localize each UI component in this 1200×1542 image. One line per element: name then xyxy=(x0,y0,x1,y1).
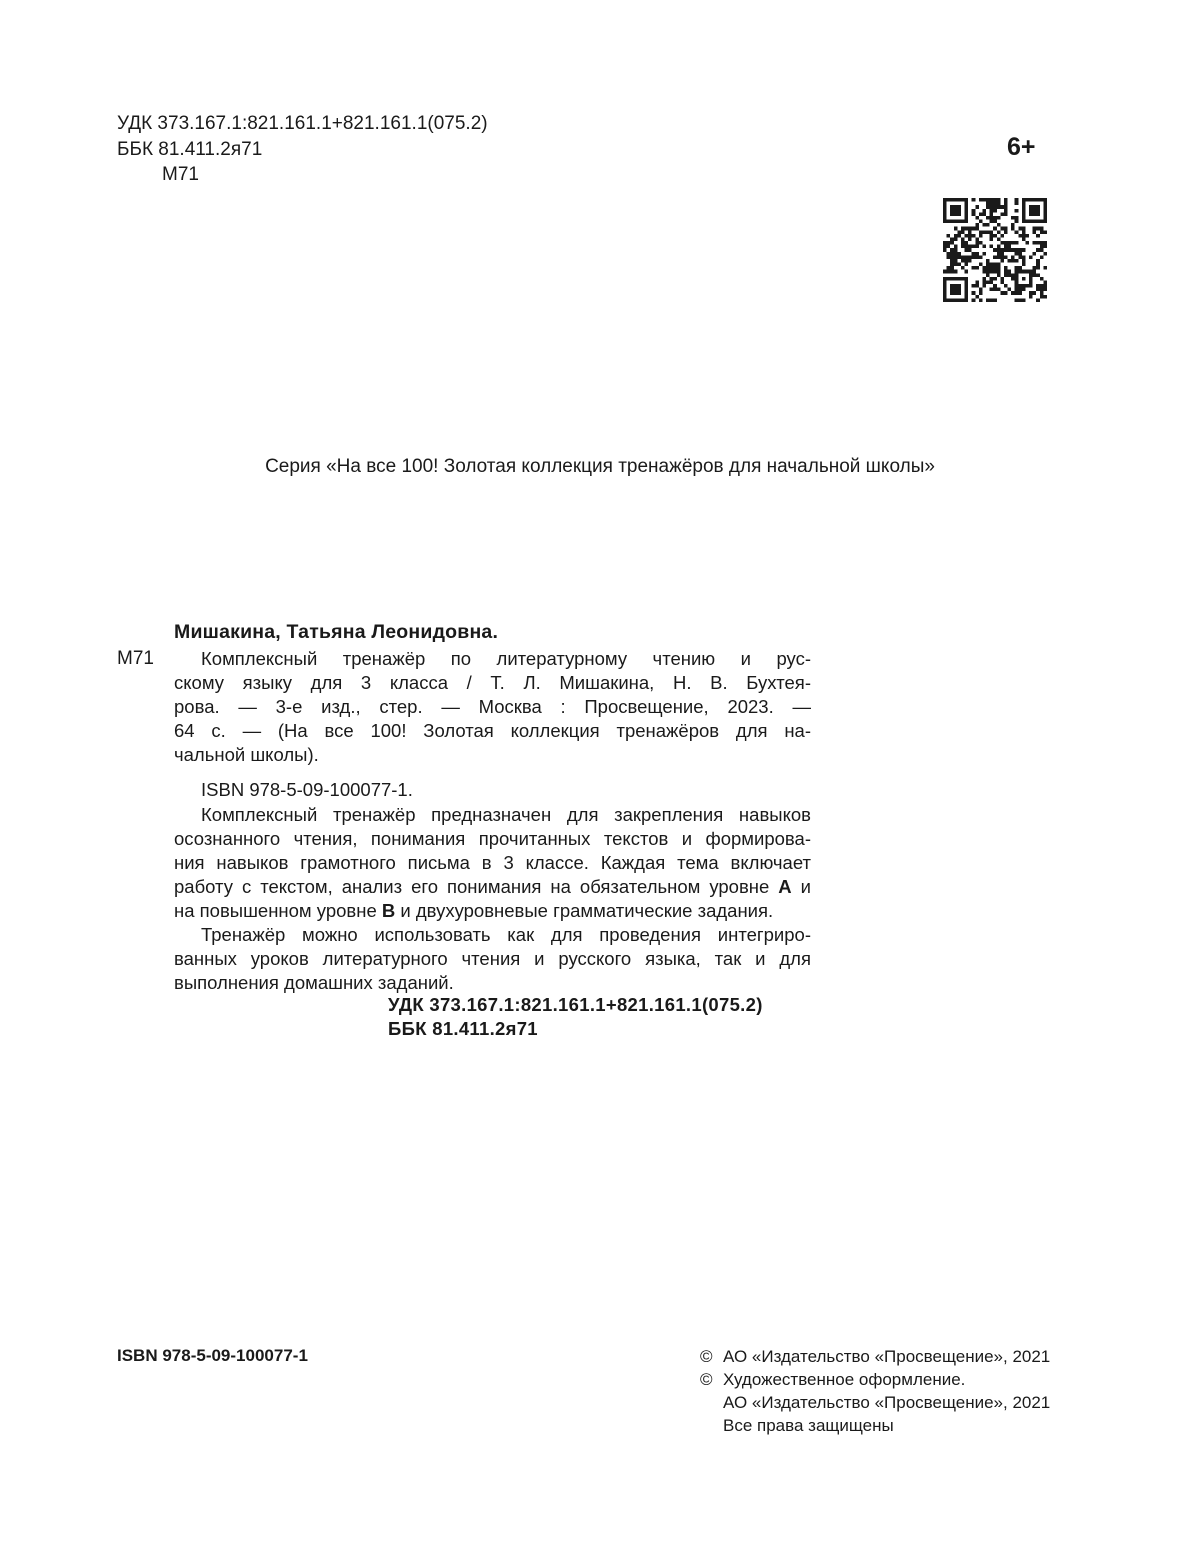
bibliographic-description xyxy=(174,647,811,767)
udk-header: УДК 373.167.1:821.161.1+821.161.1(075.2) xyxy=(117,113,488,134)
annotation-text: и двухуровневые грамматические задания. xyxy=(395,900,774,921)
annotation-line: Комплексный тренажёр предназначен для закрепления навыков xyxy=(201,804,811,825)
series-title: Серия «На все 100! Золотая коллекция тренажёров для начальной школы» xyxy=(265,456,935,477)
copyright-text: АО «Издательство «Просвещение», 2021 xyxy=(723,1347,1051,1366)
annotation xyxy=(174,803,811,995)
bib-line: скому языку для 3 класса / Т. Л. Мишакина, Н. В. Бухтея- xyxy=(174,672,811,693)
annotation-text: на повышенном уровне xyxy=(174,900,382,921)
catalog-bbk: ББК 81.411.2я71 xyxy=(388,1018,538,1039)
copyright-line xyxy=(700,1368,1050,1391)
annotation-text: и xyxy=(791,876,811,897)
copyright-line xyxy=(700,1414,1050,1437)
level-a-label: А xyxy=(778,876,792,897)
catalog-isbn: ISBN 978-5-09-100077-1. xyxy=(201,779,413,800)
bib-line: чальной школы). xyxy=(174,744,319,765)
copyright-text: Художественное оформление. xyxy=(723,1370,966,1389)
footer-isbn: ISBN 978-5-09-100077-1 xyxy=(117,1346,308,1365)
bib-line: Комплексный тренажёр по литературному чтению и рус- xyxy=(201,648,811,669)
author-code-header: М71 xyxy=(162,164,199,185)
copyright-icon: © xyxy=(700,1370,713,1389)
copyright-line xyxy=(700,1391,1050,1414)
catalog-author: Мишакина, Татьяна Леонидовна. xyxy=(174,621,499,643)
copyright-icon: © xyxy=(700,1347,713,1366)
copyright-block xyxy=(700,1345,1050,1437)
catalog-author-code: М71 xyxy=(117,648,154,669)
annotation-line: осознанного чтения, понимания прочитанных текстов и формирова- xyxy=(174,828,811,849)
qr-code-icon xyxy=(943,198,1047,302)
age-rating: 6+ xyxy=(1007,133,1036,161)
bbk-header: ББК 81.411.2я71 xyxy=(117,139,263,160)
copyright-text: АО «Издательство «Просвещение», 2021 xyxy=(723,1393,1051,1412)
bib-line: рова. — 3-е изд., стер. — Москва : Просвещение, 2023. — xyxy=(174,696,811,717)
annotation-text: работу с текстом, анализ его понимания на обязательном уровне xyxy=(174,876,779,897)
copyright-line xyxy=(700,1345,1050,1368)
rights-text: Все права защищены xyxy=(723,1416,894,1435)
annotation-line: выполнения домашних заданий. xyxy=(174,972,454,993)
annotation-line: Тренажёр можно использовать как для проведения интегриро- xyxy=(201,924,811,945)
annotation-line xyxy=(174,875,811,899)
level-b-label: В xyxy=(381,900,396,921)
annotation-line: ванных уроков литературного чтения и русского языка, так и для xyxy=(174,948,811,969)
annotation-line: ния навыков грамотного письма в 3 классе. Каждая тема включает xyxy=(174,852,811,873)
catalog-udk: УДК 373.167.1:821.161.1+821.161.1(075.2) xyxy=(388,994,763,1015)
bib-line: 64 с. — (На все 100! Золотая коллекция тренажёров для на- xyxy=(174,720,811,741)
annotation-line xyxy=(174,899,811,923)
